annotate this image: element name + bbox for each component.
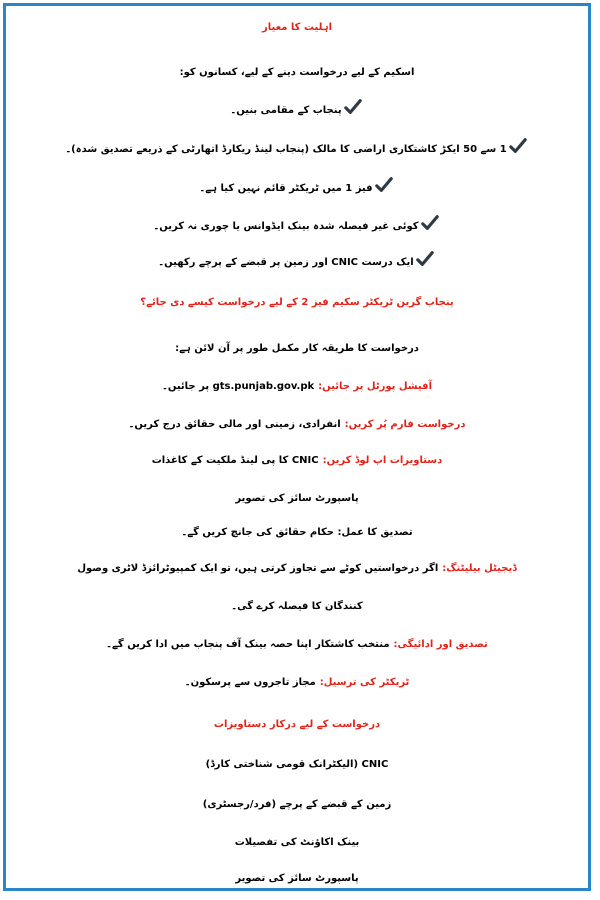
apply-step [6, 414, 588, 436]
check-icon [375, 176, 393, 194]
criteria-item [6, 137, 588, 161]
apply-step [6, 376, 588, 398]
step-label: درخواست فارم پُر کریں: [344, 419, 466, 430]
step-text: کنندگان کا فیصلہ کرے گی۔ [231, 601, 363, 612]
check-icon [509, 137, 527, 155]
eligibility-title: اہلیت کا معیار [262, 22, 332, 33]
step-label: ٹریکٹر کی ترسیل: [319, 677, 410, 688]
criteria-item [6, 214, 588, 238]
apply-step [6, 596, 588, 618]
criteria-text: 1 سے 50 ایکڑ کاشتکاری اراضی کا مالک (پنجاب لینڈ ریکارڈ اتھارٹی کے ذریعے تصدیق شدہ)۔ [65, 144, 507, 155]
step-text: اگر درخواستیں کوٹے سے تجاوز کرتی ہیں، تو ایک کمپیوٹرائزڈ لاٹری وصول [77, 563, 439, 574]
step-text: gts.punjab.gov.pk پر جائیں۔ [161, 381, 315, 392]
apply-step [6, 522, 588, 544]
criteria-text: فیز 1 میں ٹریکٹر قائم نہیں کیا ہے۔ [199, 183, 373, 194]
apply-title: پنجاب گرین ٹریکٹر سکیم فیز 2 کے لیے درخواست کیسے دی جائے؟ [140, 297, 454, 308]
criteria-text: کوئی غیر فیصلہ شدہ بینک ایڈوانس یا چوری نہ کریں۔ [153, 221, 419, 232]
document-item: CNIC (الیکٹرانک قومی شناختی کارڈ) [205, 759, 389, 770]
criteria-item [6, 176, 588, 200]
step-label: ڈیجیٹل بیلیٹنگ: [442, 563, 517, 574]
eligibility-intro: اسکیم کے لیے درخواست دینے کے لیے، کسانوں کو: [179, 67, 415, 78]
step-label: آفیشل پورٹل پر جائیں: [318, 381, 432, 392]
check-icon [416, 250, 434, 268]
apply-step [6, 558, 588, 580]
step-text: مجاز تاجروں سے پرسکون۔ [184, 677, 316, 688]
article-content [6, 6, 588, 888]
criteria-text: پنجاب کے مقامی بنیں۔ [230, 105, 342, 116]
apply-intro: درخواست کا طریقہ کار مکمل طور پر آن لائن ہے: [175, 343, 419, 354]
step-label: تصدیق اور ادائیگی: [393, 639, 488, 650]
apply-step [6, 450, 588, 472]
step-text: تصدیق کا عمل: حکام حقائق کی جانچ کریں گے۔ [181, 527, 413, 538]
page-frame [3, 3, 591, 891]
step-text: CNIC کا پی لینڈ ملکیت کے کاغذات [151, 455, 319, 466]
check-icon [344, 98, 362, 116]
criteria-item [6, 98, 588, 122]
check-icon [421, 214, 439, 232]
step-label: دستاویزات اپ لوڈ کریں: [322, 455, 443, 466]
apply-step [6, 634, 588, 656]
criteria-item [6, 250, 588, 274]
criteria-text: ایک درست CNIC اور زمین پر قبضے کے پرچے رکھیں۔ [158, 257, 414, 268]
apply-step [6, 488, 588, 510]
document-item: زمین کے قبضے کے پرچے (فرد/رجسٹری) [202, 799, 392, 810]
step-text: انفرادی، زمینی اور مالی حقائق درج کریں۔ [128, 419, 341, 430]
apply-step [6, 672, 588, 694]
document-item: بینک اکاؤنٹ کی تفصیلات [234, 837, 360, 848]
step-text: پاسپورٹ سائز کی تصویر [235, 493, 359, 504]
document-item: پاسپورٹ سائز کی تصویر [235, 873, 359, 884]
documents-title: درخواست کے لیے درکار دستاویزات [213, 719, 381, 730]
step-text: منتخب کاشتکار اپنا حصہ بینک آف پنجاب میں ادا کریں گے۔ [106, 639, 390, 650]
